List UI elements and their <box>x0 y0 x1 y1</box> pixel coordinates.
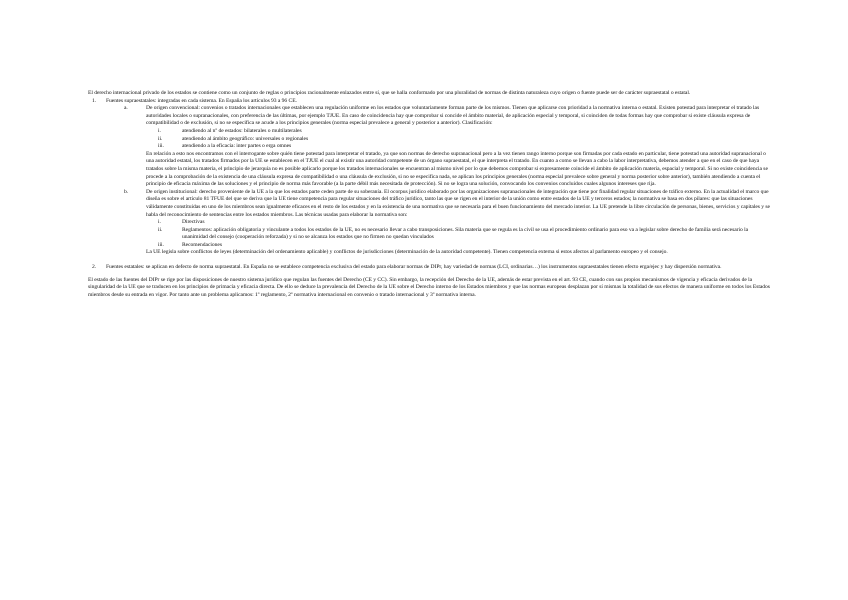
list-item-text: De origen institucional: derecho proveniente de la UE a la que los estados parte ceden parte de su soberanía. El ocorpus jurídico elaborado por las organizaciones supranacionales de integración que tiene por finalidad regular situaciones de tráfico externo. En la actualidad el marco que diseña es sobre el artículo 81 TFUE del que se deriva que la UE tiene competencia para regular situaciones del tráfico jurídico, tanto las que se rigen en el interior de la unión como entre estados de la UE y terceros estados; la normativa se basa en dos pilares: que las situaciones válidamente constituidas en uno de los miembros sean igualmente eficaces en el resto de los estados y en la existencia de una normativa que se necesaria para el buen funcionamiento del mercado interior. La UE pretende la libre circulación de personas, bienes, servicios y capitales y se habla del reconocimiento de sentencias entre los estados miembros. Las técnicas usadas para elaborar la normativa son: <box>146 188 770 218</box>
list-item-1a-iii <box>88 143 772 151</box>
list-item-1a-i <box>88 128 772 136</box>
roman-number: iii. <box>158 143 164 150</box>
list-item-text: Recomendaciones <box>182 241 222 248</box>
list-item-text: atendiendo al nº de estados: bilaterales o multilaterales <box>182 127 302 134</box>
list-letter: b. <box>124 188 129 195</box>
list-item-text: atendiendo al ámbito geográfico: universales o regionales <box>182 135 309 142</box>
list-item-text: atendiendo a la eficacia: inter partes o erga omnes <box>182 143 292 150</box>
list-item-1b-i <box>88 219 772 227</box>
roman-number: i. <box>158 219 161 226</box>
closing-paragraph: El estado de las fuentes del DIPr se rige por las disposiciones de nuestro sistema jurídico que regulan las fuentes del Derecho (CE y CC). Sin embargo, la recepción del Derecho de la UE, además de estar prevista en el art. 93 CE, cuando con sus propios mecanismos de vigencia y eficacia derivados de la singularidad de la UE que se traducen en los principios de primacía y eficacia directa. De ello se deduce la prevalencia del Derecho de la UE sobre el Derecho interno de los Estados miembros y que las normas europeas desplazan por sí mismas la totalidad de sus efectos de manera uniforme en todos los Estados miembros desde su entrada en vigor. Por tanto ante un problema aplicamos: 1º reglamento, 2º normativa internacional en convenio o tratado internacional y 3º normativa interna. <box>88 276 770 298</box>
list-item-1a <box>88 105 772 128</box>
paragraph-1a-after: En relación a esto nos encontramos con el interrogante sobre quién tiene potestad para interpretar el tratado, ya que son normas de derecho supranacional pero a la vez tienen rango interno porque son firmadas por cada estado en particular, tiene potestad una autoridad supranacional o una autoridad estatal, los tratados firmados por la UE se establecen en el TJUE el cual al existir una autoridad competente de un órgano supraestatal, el que interpreta el tratado. En cuanto a como se llevan a cabo la labor interpretativa, debemos atender a que en el caso de que haya tratados sobre la misma materia, el principio de jerarquía no es posible aplicarlo porque los tratados internacionales se encuentran al mismo nivel por lo que debemos comprobar si expresamente coincide el ámbito de aplicación materia, espacial y temporal. Si no existe coincidencia se procede a la comprobación de la existencia de una cláusula expresa de compatibilidad o una cláusula de exclusión, si no se especifica nada, se aplican los principios generales (norma especial prevalece sobre general y norma posterior sobre anterior), también atendiendo a cuenta el principio de eficacia máxima de las soluciones y el principio de norma más favorable (a la parte débil más necesitada de protección). Si no se logra una solución, convocando los convenios concluidos cuales algunos intereses que rija. <box>146 150 768 188</box>
list-item-2 <box>88 264 772 272</box>
roman-number: ii. <box>158 135 163 142</box>
list-item-text: Directivas <box>182 219 205 226</box>
list-item-title: Fuentes supraestatales: integradas en cada sistema. En España los artículos 93 a 96 CE. <box>106 97 297 104</box>
document-page <box>88 90 772 299</box>
roman-number: i. <box>158 127 161 134</box>
list-number: 2. <box>92 264 97 271</box>
roman-number: ii. <box>158 226 163 233</box>
list-letter: a. <box>124 105 128 112</box>
list-item-1b <box>88 189 772 219</box>
roman-number: iii. <box>158 241 164 248</box>
intro-paragraph: El derecho internacional privado de los estados se contiene como un conjunto de reglas o principios racionalmente enlazados entre sí, que se halla conformado por una pluralidad de normas de distinta naturaleza cuyo origen o fuente puede ser de carácter supraestatal o estatal. <box>88 90 691 96</box>
list-number: 1. <box>92 97 97 104</box>
list-item-text: Reglamentos: aplicación obligatoria y vinculante a todos los estados de la UE, no es necesario llevar a cabo transposiciones. Sila materia que se regula es la civil se usa el procedimiento ordinario para eso va a legislar sobre derecho de familia será necesario la unanimidad del consejo (cooperación reforzada) y si no se alcanza los estados que no firmen no quedan vinculados <box>182 226 749 241</box>
list-item-text: Fuentes estatales: se aplican en defecto de norma supraestatal. En España no se establece competencia exclusiva del estado para elaborar normas de DIPr, hay variedad de normas (LCI, ordinarias…) los instrumentos supraestatales tienen efecto erga/ejec y hay dispersión normativa. <box>106 264 722 271</box>
list-item-1b-ii <box>88 227 772 242</box>
list-item-text: De origen convencional: convenios o tratados internacionales que establecen una regulación uniforme en los estados que voluntariamente forman parte de los mismos. Tienen que aplicarse con prioridad a la normativa interna o estatal. Existen potestad para interpretar el tratado las autoridades locales o supranacionales, con preferencia de las últimas, por ejemplo TJUE. En caso de coincidencia hay que comprobar si concide el ámbito material, de aplicación especial y temporal, si coinciden de todas formas hay que comprobar si existe cláusula expresa de compatibilidad o de exclusión, si no se especifica se acude a los principios generales (norma especial prevalece a general y posterior a anterior). Clasificación: <box>146 105 760 127</box>
paragraph-1b-after: La UE legisla sobre conflictos de leyes (determinación del ordenamiento aplicable) y conflictos de jurisdicciones (determinación de la autoridad competente). Tienen competencia externa si estos afectos al parlamento europeo y el consejo. <box>146 249 668 256</box>
